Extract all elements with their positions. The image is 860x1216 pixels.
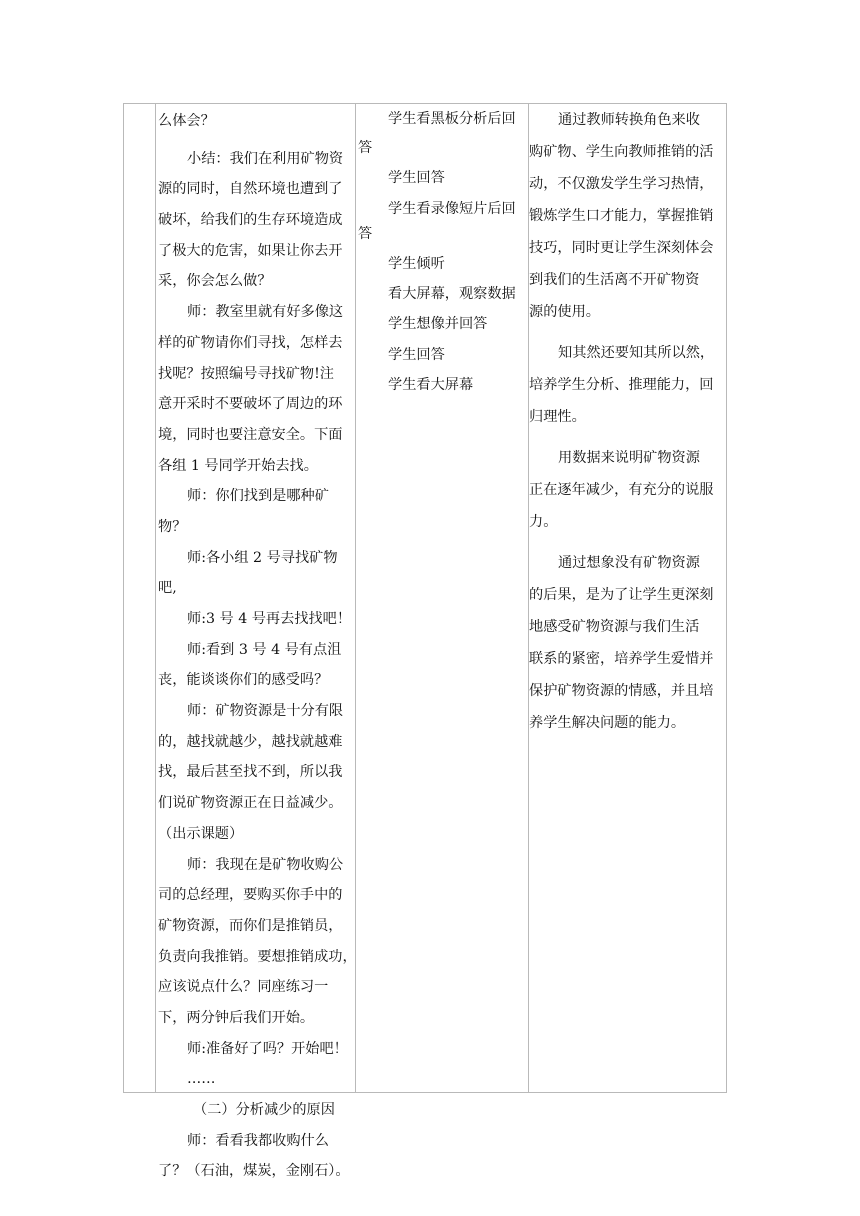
intent-paragraph — [529, 442, 726, 538]
process-line: 物？ — [158, 518, 187, 535]
intent-paragraph — [529, 337, 726, 433]
process-line: 下，两分钟后我们开始。 — [158, 1009, 315, 1026]
table-left-border — [123, 103, 124, 1093]
student-line: 学生看录像短片后回 — [388, 201, 516, 217]
process-line: 采，你会怎么做？ — [158, 273, 272, 290]
intent-line: 通过想象没有矿物资源 — [558, 555, 700, 571]
process-line: 小结：我们在利用矿物资 — [187, 150, 344, 167]
process-line: 师：看看我都收购什么 — [187, 1132, 329, 1149]
process-line: 负责向我推销。要想推销成功， — [158, 948, 357, 965]
process-line: （出示课题） — [158, 825, 244, 842]
intent-paragraph — [529, 547, 726, 739]
process-line: 师：你们找到是哪种矿 — [187, 488, 329, 505]
process-line: 应该说点什么？同座练习一 — [158, 979, 329, 996]
process-line: 丧，能谈谈你们的感受吗？ — [158, 672, 329, 689]
student-line: 答 — [358, 226, 373, 242]
teaching-process-cell — [158, 106, 356, 1187]
process-line: 司的总经理，要购买你手中的 — [158, 887, 343, 904]
process-line: 么体会？ — [158, 113, 215, 129]
section-heading: （二）分析减少的原因 — [193, 1102, 335, 1118]
intent-line: 知其然还要知其所以然， — [558, 345, 715, 361]
process-line: 师：矿物资源是十分有限 — [187, 703, 344, 720]
intent-line: 通过教师转换角色来收 — [558, 112, 700, 128]
process-line: 破坏，给我们的生存环境造成 — [158, 212, 343, 229]
process-line: 了？（石油，煤炭，金刚石）。 — [158, 1163, 350, 1180]
student-line: 学生倾听 — [388, 256, 445, 272]
intent-line: 培养学生分析、推理能力，回 — [529, 377, 714, 393]
process-line: 吧, — [158, 580, 177, 597]
process-line: 师:准备好了吗？开始吧！ — [187, 1040, 348, 1057]
intent-line: 锻炼学生口才能力，掌握推销 — [529, 208, 714, 224]
intent-line: 保护矿物资源的情感，并且培 — [529, 683, 714, 699]
intent-line: 的后果，是为了让学生更深刻 — [529, 587, 714, 603]
process-line: 源的同时，自然环境也遭到了 — [158, 181, 343, 198]
intent-line: 源的使用。 — [529, 304, 600, 320]
process-line: 师:各小组 2 号寻找矿物 — [187, 549, 338, 566]
process-line: 师:看到 3 号 4 号有点沮 — [187, 641, 342, 658]
process-line: 矿物资源，而你们是推销员， — [158, 917, 343, 934]
student-line: 学生想像并回答 — [388, 316, 488, 332]
process-line: 的，越找就越少，越找就越难 — [158, 733, 343, 750]
process-line: 找呢？按照编号寻找矿物!注 — [158, 365, 334, 382]
intent-line: 购矿物、学生向教师推销的活 — [529, 144, 714, 160]
process-line: 意开采时不要破坏了周边的环 — [158, 396, 343, 413]
process-line: 师：教室里就有好多像这 — [187, 304, 344, 321]
student-line: 看大屏幕，观察数据 — [388, 286, 516, 302]
process-line: 们说矿物资源正在日益减少。 — [158, 795, 343, 812]
intent-line: 到我们的生活离不开矿物资 — [529, 272, 700, 288]
intent-paragraph — [529, 104, 726, 328]
process-line: 各组 1 号同学开始去找。 — [158, 457, 318, 474]
intent-line: 养学生解决问题的能力。 — [529, 715, 686, 731]
intent-line: 力。 — [529, 514, 558, 530]
intent-line: 正在逐年减少，有充分的说服 — [529, 482, 714, 498]
process-line: 境，同时也要注意安全。下面 — [158, 426, 343, 443]
intent-line: 地感受矿物资源与我们生活 — [529, 619, 700, 635]
intent-line: 技巧，同时更让学生深刻体会 — [529, 240, 714, 256]
design-intent-cell — [529, 104, 726, 748]
intent-line: 归理性。 — [529, 409, 586, 425]
process-line: 样的矿物请你们寻找，怎样去 — [158, 334, 343, 351]
intent-line: 联系的紧密，培养学生爱惜并 — [529, 651, 714, 667]
student-line: 学生回答 — [388, 170, 445, 186]
intent-line: 用数据来说明矿物资源 — [558, 450, 700, 466]
process-line: …… — [187, 1071, 216, 1088]
intent-line: 动，不仅激发学生学习热情， — [529, 176, 714, 192]
student-line: 学生回答 — [388, 347, 445, 363]
process-line: 找，最后甚至找不到，所以我 — [158, 764, 343, 781]
process-line: 师：我现在是矿物收购公 — [187, 856, 344, 873]
process-line: 了极大的危害，如果让你去开 — [158, 242, 343, 259]
table-right-border — [726, 103, 727, 1093]
student-line: 学生看黑板分析后回 — [388, 111, 516, 127]
process-line: 师:3 号 4 号再去找找吧！ — [187, 611, 352, 627]
student-line: 学生看大屏幕 — [388, 377, 474, 393]
student-line: 答 — [358, 140, 373, 156]
column-divider-1 — [155, 103, 156, 1093]
